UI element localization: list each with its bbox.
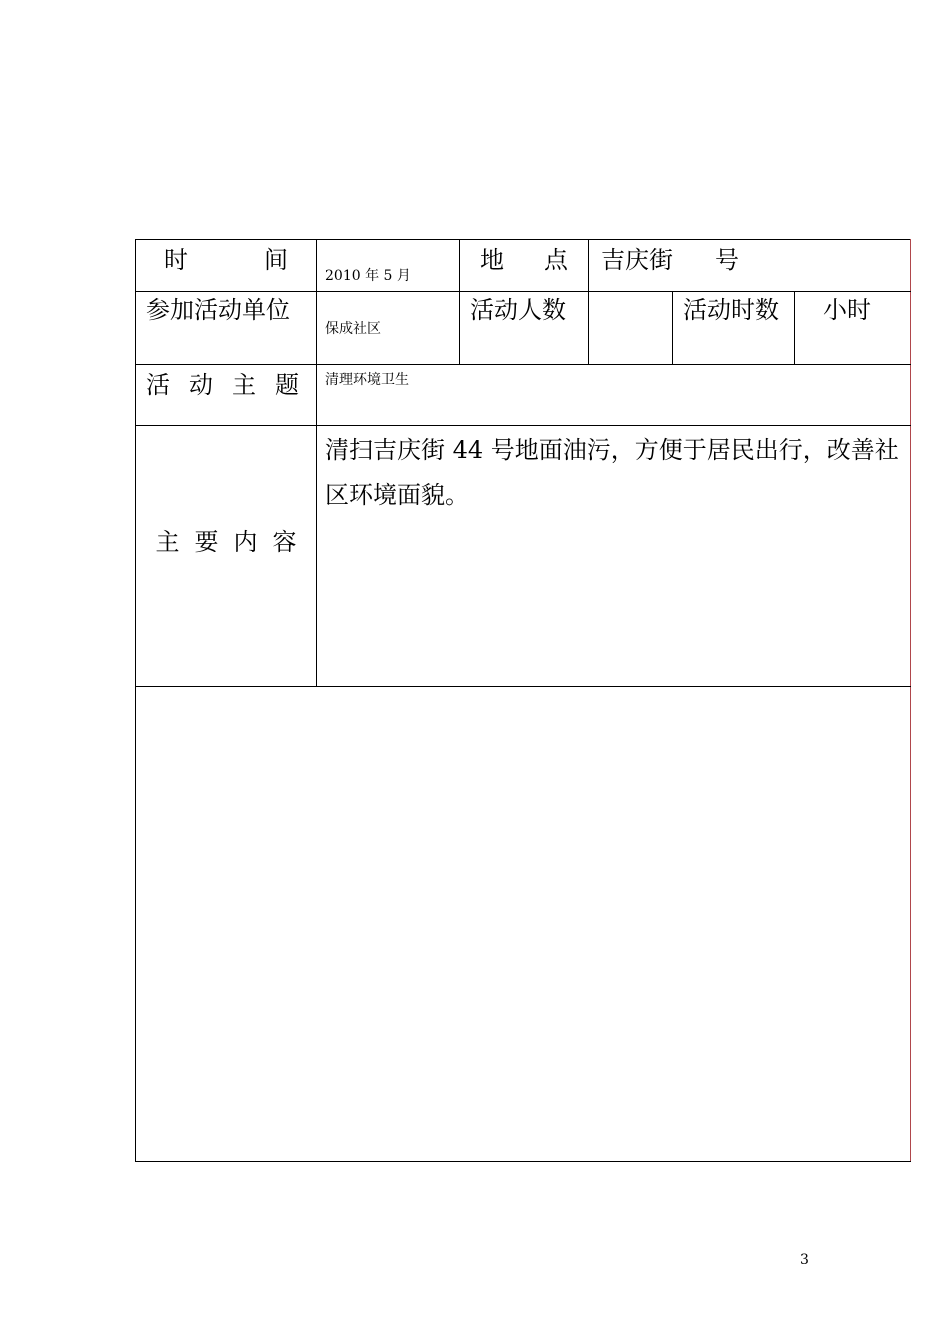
content-label-char: 内 bbox=[233, 528, 258, 556]
theme-value: 清理环境卫生 bbox=[325, 372, 409, 388]
unit-label: 参加活动单位 bbox=[146, 296, 290, 324]
unit-value-cell bbox=[317, 292, 460, 365]
content-label bbox=[136, 530, 316, 554]
time-value-cell bbox=[317, 240, 460, 292]
theme-label-char: 活 bbox=[146, 371, 170, 399]
place-label-cell bbox=[460, 240, 589, 292]
page-number: 3 bbox=[800, 1252, 809, 1268]
time-label-right: 间 bbox=[264, 246, 288, 274]
theme-label-char: 题 bbox=[275, 371, 299, 399]
activity-record-table bbox=[135, 239, 911, 1162]
theme-value-cell bbox=[317, 365, 911, 426]
content-label-char: 要 bbox=[194, 528, 219, 556]
people-value bbox=[589, 292, 672, 298]
time-label-left: 时 bbox=[164, 246, 188, 274]
table-row-theme bbox=[136, 365, 911, 426]
table-row-content bbox=[136, 426, 911, 687]
hours-label-cell bbox=[673, 292, 795, 365]
place-label-right: 点 bbox=[544, 246, 568, 274]
hours-unit: 小时 bbox=[823, 296, 871, 324]
hours-value-cell bbox=[795, 292, 911, 365]
people-label-cell bbox=[460, 292, 589, 365]
people-value-cell bbox=[589, 292, 673, 365]
theme-label-char: 动 bbox=[189, 371, 213, 399]
time-label-cell bbox=[136, 240, 317, 292]
unit-value: 保成社区 bbox=[325, 321, 381, 337]
time-value: 2010 年 5 月 bbox=[325, 268, 411, 284]
theme-label-char: 主 bbox=[232, 371, 256, 399]
content-label-cell bbox=[136, 426, 317, 687]
unit-label-cell bbox=[136, 292, 317, 365]
hours-label: 活动时数 bbox=[683, 296, 779, 324]
address-street: 吉庆街 bbox=[601, 246, 673, 274]
content-value-cell bbox=[317, 426, 911, 687]
table-row-unit-people-hours bbox=[136, 292, 911, 365]
content-label-char: 容 bbox=[272, 528, 297, 556]
people-label: 活动人数 bbox=[470, 296, 566, 324]
content-label-char: 主 bbox=[155, 528, 180, 556]
blank-area-cell bbox=[136, 687, 911, 1162]
table-row-time-place bbox=[136, 240, 911, 292]
address-hao: 号 bbox=[715, 246, 739, 274]
theme-label bbox=[136, 365, 316, 397]
place-label-left: 地 bbox=[480, 246, 504, 274]
address-value-cell bbox=[589, 240, 911, 292]
content-value: 清扫吉庆街 44 号地面油污，方便于居民出行，改善社区环境面貌。 bbox=[325, 436, 899, 509]
table-row-blank bbox=[136, 687, 911, 1162]
theme-label-cell bbox=[136, 365, 317, 426]
